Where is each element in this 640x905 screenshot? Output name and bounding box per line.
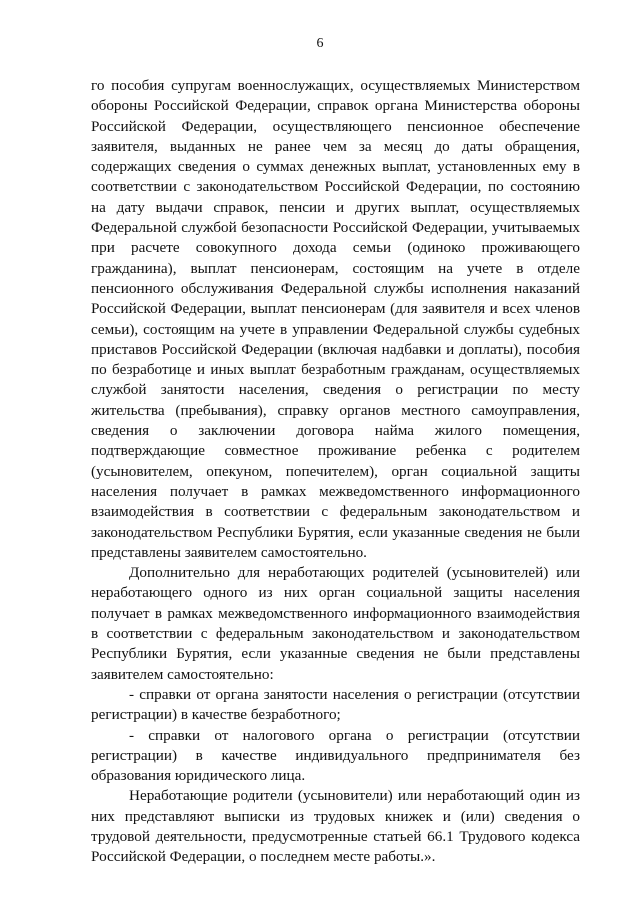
list-item-unemployment-certificate: - справки от органа занятости населения о регистрации (отсутствии регистрации) в качестве безработного; [91,685,580,724]
paragraph-1: го пособия супругам военнослужащих, осуществляемых Министерством обороны Российской Федерации, справок органа Министерства обороны Российской Федерации, осуществляющего пенсионное обеспечение заявителя, выданных не ранее чем за месяц до даты обращения, содержащих сведения о суммах денежных выплат, установленных ему в соответствии с законодательством Российской Федерации, по состоянию на дату выдачи справок, пенсии и других выплат, осуществляемых Федеральной службой безопасности Российской Федерации, учитываемых при расчете совокупного дохода семьи (одиноко проживающего гражданина), выплат пенсионерам, состоящим на учете в отделе пенсионного обслуживания Федеральной службы исполнения наказаний Российской Федерации, выплат пенсионерам (для заявителя и всех членов семьи), состоящим на учете в управлении Федеральной службы судебных приставов Российской Федерации (включая надбавки и доплаты), пособия по безработице и иных выплат безработным гражданам, осуществляемых службой занятости населения, сведения о регистрации по месту жительства (пребывания), справку органов местного самоуправления, сведения о заключении договора найма жилого помещения, подтверждающие совместное проживание ребенка с родителем (усыновителем, опекуном, попечителем), орган социальной защиты населения получает в рамках межведомственного информационного взаимодействия в соответствии с федеральным законодательством и законодательством Республики Бурятия, если указанные сведения не были представлены заявителем самостоятельно. [91,77,580,561]
document-body [91,76,580,868]
paragraph-2: Дополнительно для неработающих родителей (усыновителей) или неработающего одного из них орган социальной защиты населения получает в рамках межведомственного информационного взаимодействия в соответствии с федеральным законодательством и законодательством Республики Бурятия, если указанные сведения не были представлены заявителем самостоятельно: [91,564,580,683]
page-number: 6 [316,36,324,51]
paragraph-5: Неработающие родители (усыновители) или неработающий один из них представляют выписки из трудовых книжек и (или) сведения о трудовой деятельности, предусмотренные статьей 66.1 Трудового кодекса Российской Федерации, о последнем месте работы.». [91,787,580,866]
list-item-tax-certificate: - справки от налогового органа о регистрации (отсутствии регистрации) в качестве индивидуального предпринимателя без образования юридического лица. [91,726,580,785]
